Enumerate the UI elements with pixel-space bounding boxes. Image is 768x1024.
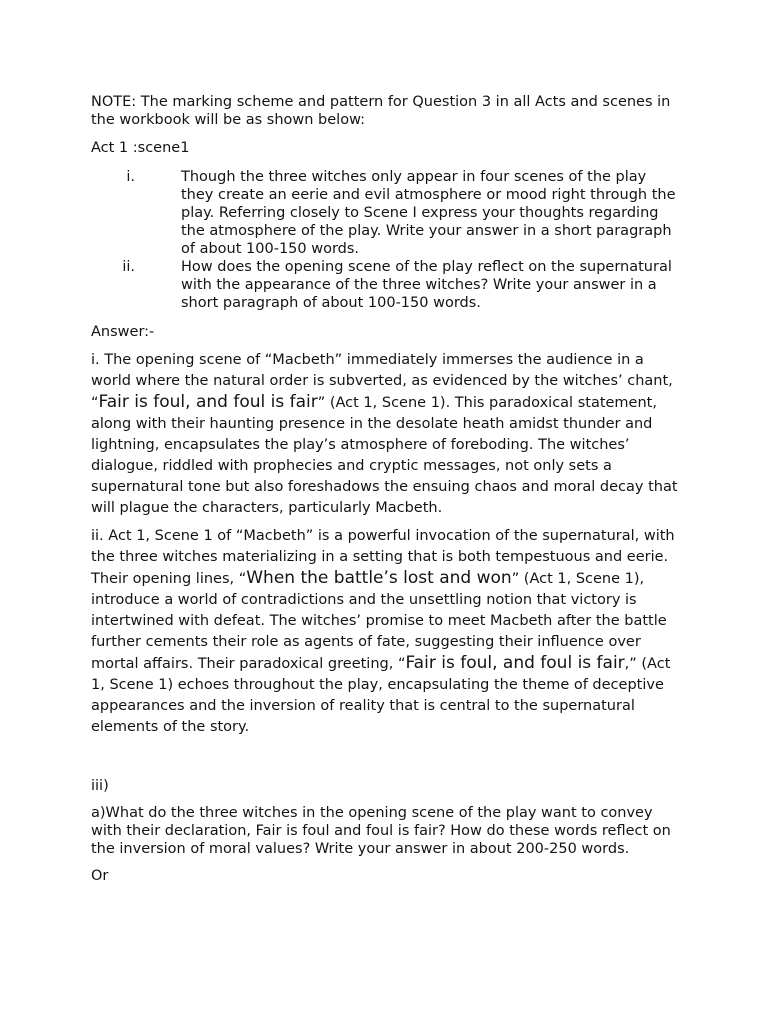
question-number: ii. (122, 259, 135, 275)
question-item (91, 258, 681, 312)
answer-text: ii. Act 1, Scene 1 of “Macbeth” is a powerful invocation of the supernatural, with the three witches materializing in a setting that is both tempestuous and eerie. Their opening lines, “ (91, 528, 675, 587)
quotation: Fair is foul, and foul is fair (405, 653, 625, 673)
question-number: i. (126, 169, 135, 185)
answer-text: i. The opening scene of “Macbeth” immediately immerses the audience in a world where the natural order is subverted, as evidenced by the witches’ chant, “ (91, 352, 673, 411)
question-list (91, 168, 681, 312)
answer-paragraph-2 (91, 526, 681, 738)
answer-text: ,” (Act 1, Scene 1) echoes throughout the play, encapsulating the theme of deceptive appearances and the inversion of reality that is central to the supernatural elements of the story. (91, 656, 671, 735)
section-iii-label: iii) (91, 778, 109, 794)
answer-text: ” (Act 1, Scene 1), introduce a world of contradictions and the unsettling notion that victory is intertwined with defeat. The witches’ promise to meet Macbeth after the battle further cements their role as agents of fate, suggesting their influence over mortal affairs. Their paradoxical greeting, “ (91, 571, 667, 672)
blank-line (91, 745, 681, 777)
act-scene-heading: Act 1 :scene1 (91, 140, 190, 156)
question-text: Though the three witches only appear in four scenes of the play they create an eerie and evil atmosphere or mood right through the play. Referring closely to Scene I express your thoughts regarding the atmosphere of the play. Write your answer in a short paragraph of about 100-150 words. (181, 169, 676, 257)
question-text: How does the opening scene of the play reflect on the supernatural with the appearance of the three witches? Write your answer in a short paragraph of about 100-150 words. (181, 259, 672, 311)
note-paragraph: NOTE: The marking scheme and pattern for Question 3 in all Acts and scenes in the workbook will be as shown below: (91, 94, 671, 128)
question-item (91, 168, 681, 258)
document-body (91, 93, 681, 885)
answer-paragraph-1 (91, 350, 681, 519)
quotation: When the battle’s lost and won (246, 568, 512, 588)
answer-text: ” (Act 1, Scene 1). This paradoxical statement, along with their haunting presence in the desolate heath amidst thunder and lightning, encapsulates the play’s atmosphere of foreboding. The witches’ dialogue, riddled with prophecies and cryptic messages, not only sets a supernatural tone but also foreshadows the ensuing chaos and moral decay that will plague the characters, particularly Macbeth. (91, 395, 678, 516)
question-a-paragraph: a)What do the three witches in the opening scene of the play want to convey with their declaration, Fair is foul and foul is fair? How do these words reflect on the inversion of moral values? Write your answer in about 200-250 words. (91, 805, 671, 857)
or-label: Or (91, 868, 109, 884)
answer-label: Answer:- (91, 324, 155, 340)
quotation: Fair is foul, and foul is fair (98, 392, 318, 412)
